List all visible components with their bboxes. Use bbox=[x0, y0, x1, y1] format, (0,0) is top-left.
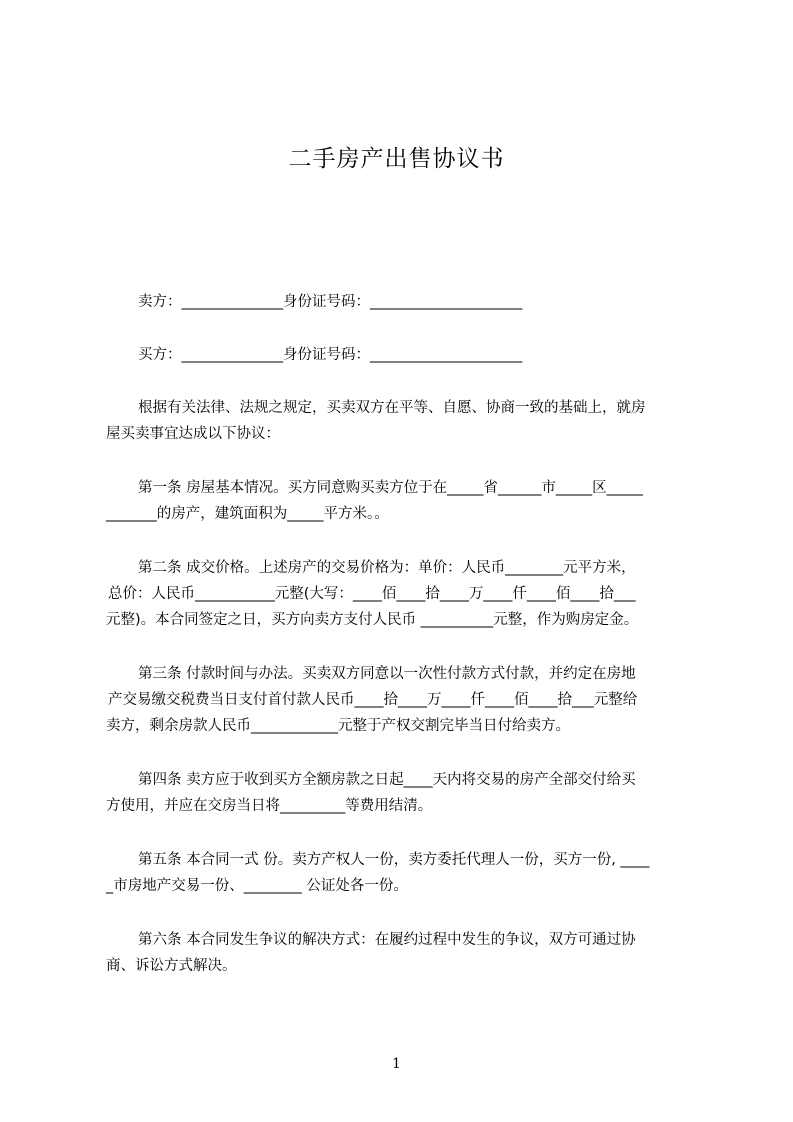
article4-line-2: 方使用，并应在交房当日将_________等费用结清。 bbox=[106, 798, 433, 814]
article1-line-2: _______的房产，建筑面积为_____平方米。。 bbox=[106, 506, 389, 522]
article1-line-1: 第一条 房屋基本情况。买方同意购买卖方位于在_____省______市_____区_____ bbox=[138, 480, 643, 496]
article6-line-1: 第六条 本合同发生争议的解决方式：在履约过程中发生的争议，双方可通过协 bbox=[138, 932, 636, 948]
intro-line-2: 屋买卖事宜达成以下协议： bbox=[106, 426, 280, 442]
seller-line: 卖方：______________身份证号码：_____________________ bbox=[138, 294, 523, 310]
article2-line-2: 总价：人民币___________元整(大写：____佰____拾____万____仟____佰____拾___ bbox=[108, 586, 636, 602]
article2-line-1: 第二条 成交价格。上述房产的交易价格为：单价：人民币________元平方米， bbox=[138, 560, 636, 576]
intro-line-1: 根据有关法律、法规之规定，买卖双方在平等、自愿、协商一致的基础上，就房 bbox=[138, 400, 646, 416]
document-title: 二手房产出售协议书 bbox=[288, 146, 505, 172]
article6-line-2: 商、诉讼方式解决。 bbox=[106, 958, 237, 974]
article4-line-1: 第四条 卖方应于收到买方全额房款之日起____天内将交易的房产全部交付给买 bbox=[138, 772, 636, 788]
article2-line-3: 元整)。本合同签定之日，买方向卖方支付人民币 __________元整，作为购房定金。 bbox=[106, 612, 639, 628]
buyer-line: 买方：______________身份证号码：_____________________ bbox=[138, 347, 523, 363]
article5-line-1: 第五条 本合同一式 份。卖方产权人一份，卖方委托代理人一份，买方一份, ____ bbox=[138, 852, 650, 868]
page-number: 1 bbox=[392, 1056, 401, 1072]
article3-line-2: 产交易缴交税费当日支付首付款人民币____拾____万____仟____佰____拾___元整给 bbox=[108, 692, 638, 708]
article3-line-3: 卖方，剩余房款人民币____________元整于产权交割完毕当日付给卖方。 bbox=[106, 718, 570, 734]
article5-line-2: _市房地产交易一份、________ 公证处各一份。 bbox=[106, 878, 408, 894]
article3-line-1: 第三条 付款时间与办法。买卖双方同意以一次性付款方式付款，并约定在房地 bbox=[138, 666, 636, 682]
